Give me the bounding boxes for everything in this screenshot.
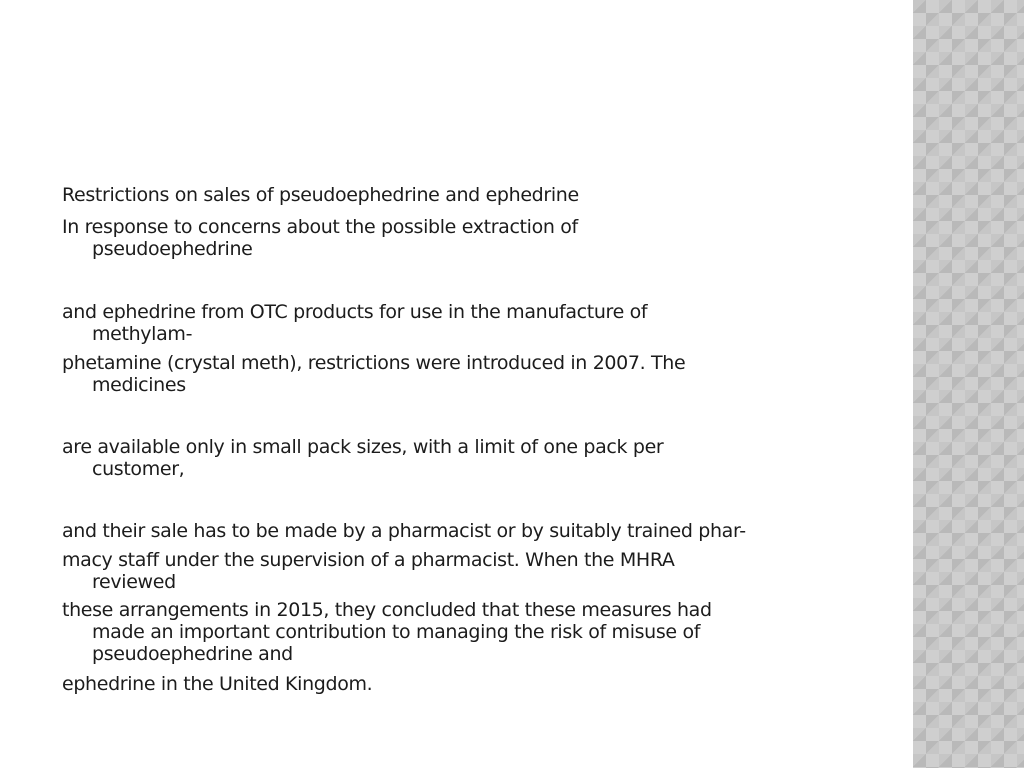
paragraph-8-line-1: these arrangements in 2015, they concluded that these measures had [62,599,712,621]
paragraph-4 [62,352,892,396]
paragraph-6 [62,520,892,542]
paragraph-3-line-1: and ephedrine from OTC products for use in the manufacture of [62,301,648,323]
paragraph-2 [62,216,892,260]
paragraph-7-line-2: reviewed [92,571,176,593]
paragraph-3 [62,301,892,345]
paragraph-8-line-3: pseudoephedrine and [92,643,293,665]
paragraph-7-line-1: macy staff under the supervision of a pharmacist. When the MHRA [62,549,675,571]
paragraph-5-line-2: customer, [92,458,185,480]
paragraph-9-line-1: ephedrine in the United Kingdom. [62,673,373,695]
paragraph-7 [62,549,892,593]
paragraph-4-line-1: phetamine (crystal meth), restrictions were introduced in 2007. The [62,352,686,374]
paragraph-3-line-2: methylam- [92,323,193,345]
paragraph-1-line-1: Restrictions on sales of pseudoephedrine and ephedrine [62,184,579,206]
paragraph-4-line-2: medicines [92,374,186,396]
paragraph-2-line-1: In response to concerns about the possible extraction of [62,216,578,238]
paragraph-8 [62,599,892,665]
paragraph-9 [62,673,892,695]
paragraph-8-line-2: made an important contribution to managing the risk of misuse of [92,621,701,643]
paragraph-5 [62,436,892,480]
paragraph-1 [62,184,892,206]
paragraph-2-line-2: pseudoephedrine [92,238,253,260]
decorative-side-panel [913,0,1024,768]
paragraph-6-line-1: and their sale has to be made by a pharmacist or by suitably trained phar- [62,520,746,542]
paragraph-5-line-1: are available only in small pack sizes, with a limit of one pack per [62,436,664,458]
